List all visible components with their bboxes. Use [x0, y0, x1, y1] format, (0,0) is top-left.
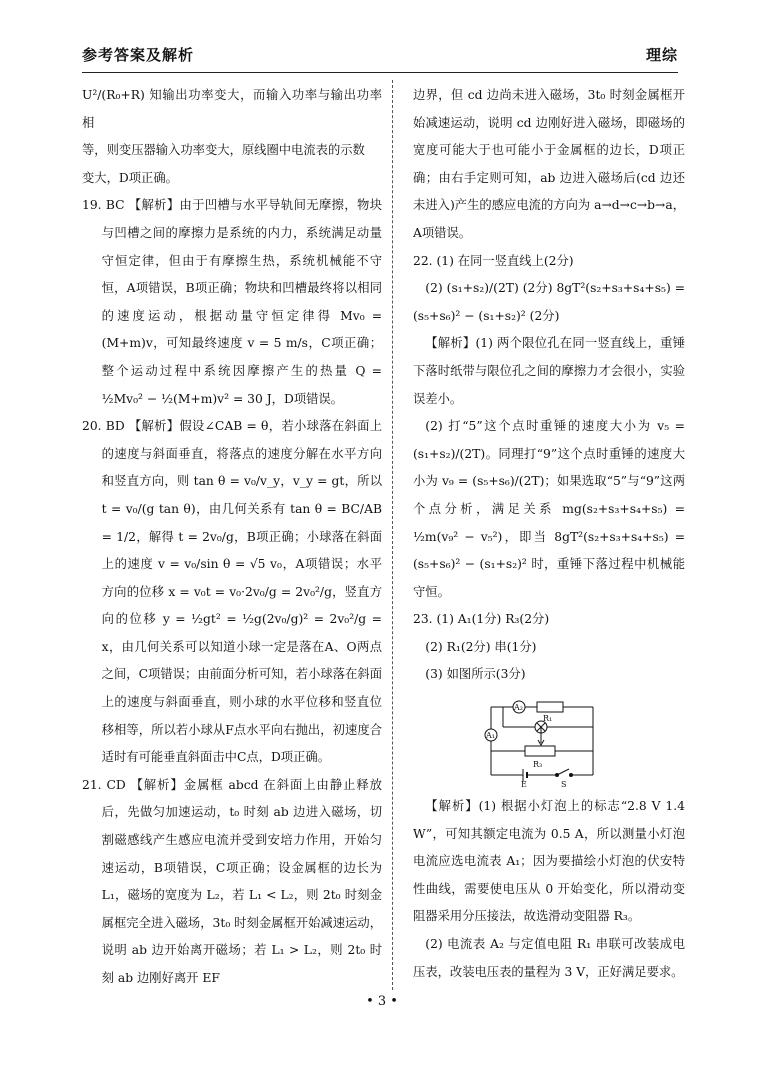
header-rule — [82, 72, 678, 73]
left-line-1: U²/(R₀+R) 知输出功率变大，而输入功率与输出功率相 — [82, 88, 382, 130]
answer-23-analysis-2: (2) 电流表 A₂ 与定值电阻 R₁ 串联可改装成电压表，改装电压表的量程为 3 V，正好满足要求。 — [413, 937, 685, 979]
answer-23-analysis-1: 【解析】(1) 根据小灯泡上的标志“2.8 V 1.4 W”，可知其额定电流为 0.5 A，所以测量小灯泡电流应选电流表 A₁；因为要描绘小灯泡的伏安特性曲线，需要使电压从 0 开始变化，所以滑动变阻器采用分压接法，故选滑动变阻器 R₃。 — [413, 799, 685, 924]
label-a2: A₂ — [514, 703, 523, 713]
left-line-2: 等，则变压器输入功率变大，原线圈中电流表的示数 — [82, 143, 365, 158]
left-column — [82, 82, 382, 993]
answer-22-analysis-1: 【解析】(1) 两个限位孔在同一竖直线上，重锤下落时纸带与限位孔之间的摩擦力才会很小，实验误差小。 — [413, 336, 685, 406]
label-a1: A₁ — [486, 731, 495, 741]
answer-20: 20. BD 【解析】假设∠CAB = θ，若小球落在斜面上的速度与斜面垂直，将落点的速度分解在水平方向和竖直方向，则 tan θ = v₀/v_y，v_y = gt，所以 t = v₀/(g tan θ)，由几何关系有 tan θ = BC/AB = 1/2，解得 t = 2v₀/g，B项正确；小球落在斜面上的速度 v = v₀/sin θ = √5 v₀，A项错误；水平方向的位移 x = v₀t = v₀·2v₀/g = 2v₀²/g，竖直方向的位移 y = ½gt² = ½g(2v₀/g)² = 2v₀²/g = x，由几何关系可以知道小球一定是落在A、O两点之间，C项错误；由前面分析可知，若小球落在斜面上的速度与斜面垂直，则小球的水平位移和竖直位移相等，所以若小球从F点水平向右抛出，初速度合适时有可能垂直斜面击中C点，D项正确。 — [82, 419, 382, 765]
header-right: 理综 — [645, 46, 678, 64]
answer-22-part2: (2) (s₁+s₂)/(2T) (2分) 8gT²(s₂+s₃+s₄+s₅) = (s₅+s₆)² − (s₁+s₂)² (2分) — [413, 281, 685, 323]
answer-22-part1: 22. (1) 在同一竖直线上(2分) — [413, 253, 574, 268]
answer-19: 19. BC 【解析】由于凹槽与水平导轨间无摩擦，物块与凹槽之间的摩擦力是系统的内力，系统满足动量守恒定律，但由于有摩擦生热，系统机械能不守恒，A项错误，B项正确；物块和凹槽最终将以相同的速度运动，根据动量守恒定律得 Mv₀ = (M+m)v，可知最终速度 v = 5 m/s，C项正确；整个运动过程中系统因摩擦产生的热量 Q = ½Mv₀² − ½(M+m)v² = 30 J，D项错误。 — [82, 198, 382, 406]
column-divider — [392, 80, 393, 990]
answer-23-part3: (3) 如图所示(3分) — [425, 667, 526, 682]
right-column — [413, 82, 685, 986]
label-r1: R₁ — [543, 714, 553, 724]
label-s: S — [561, 780, 567, 788]
label-e: E — [521, 780, 527, 788]
answer-23-part1: 23. (1) A₁(1分) R₃(2分) — [413, 612, 550, 627]
left-line-3: 变大，D项正确。 — [82, 170, 178, 185]
circuit-diagram — [483, 695, 613, 787]
page-number: • 3 • — [366, 994, 398, 1009]
answer-21: 21. CD 【解析】金属框 abcd 在斜面上由静止释放后，先做匀加速运动，t₀ 时刻 ab 边进入磁场，切割磁感线产生感应电流并受到安培力作用，开始匀速运动，B项错误，C项正确；设金属框的边长为 L₁，磁场的宽度为 L₂，若 L₁ < L₂，则 2t₀ 时刻金属框完全进入磁场，3t₀ 时刻金属框开始减速运动，说明 ab 边开始离开磁场；若 L₁ > L₂，则 2t₀ 时刻 ab 边刚好离开 EF — [82, 777, 382, 985]
label-r3: R₃ — [533, 760, 543, 770]
answer-23-part2: (2) R₁(2分) 串(1分) — [425, 639, 537, 654]
header-left: 参考答案及解析 — [82, 46, 195, 64]
answer-22-analysis-2: (2) 打“5”这个点时重锤的速度大小为 v₅ = (s₁+s₂)/(2T)。同理打“9”这个点时重锤的速度大小为 v₉ = (s₅+s₆)/(2T)；如果选取“5”与“9”这两个点分析，满足关系 mg(s₂+s₃+s₄+s₅) = ½m(v₉² − v₅²)，即当 8gT²(s₂+s₃+s₄+s₅) = (s₅+s₆)² − (s₁+s₂)² 时，重锤下落过程中机械能守恒。 — [413, 419, 685, 599]
answer-21-cont: 边界，但 cd 边尚未进入磁场，3t₀ 时刻金属框开始减速运动，说明 cd 边刚好进入磁场，即磁场的宽度可能大于也可能小于金属框的边长，D项正确；由右手定则可知，ab 边进入磁场后(cd 边还未进入)产生的感应电流的方向为 a→d→c→b→a，A项错误。 — [413, 88, 685, 240]
